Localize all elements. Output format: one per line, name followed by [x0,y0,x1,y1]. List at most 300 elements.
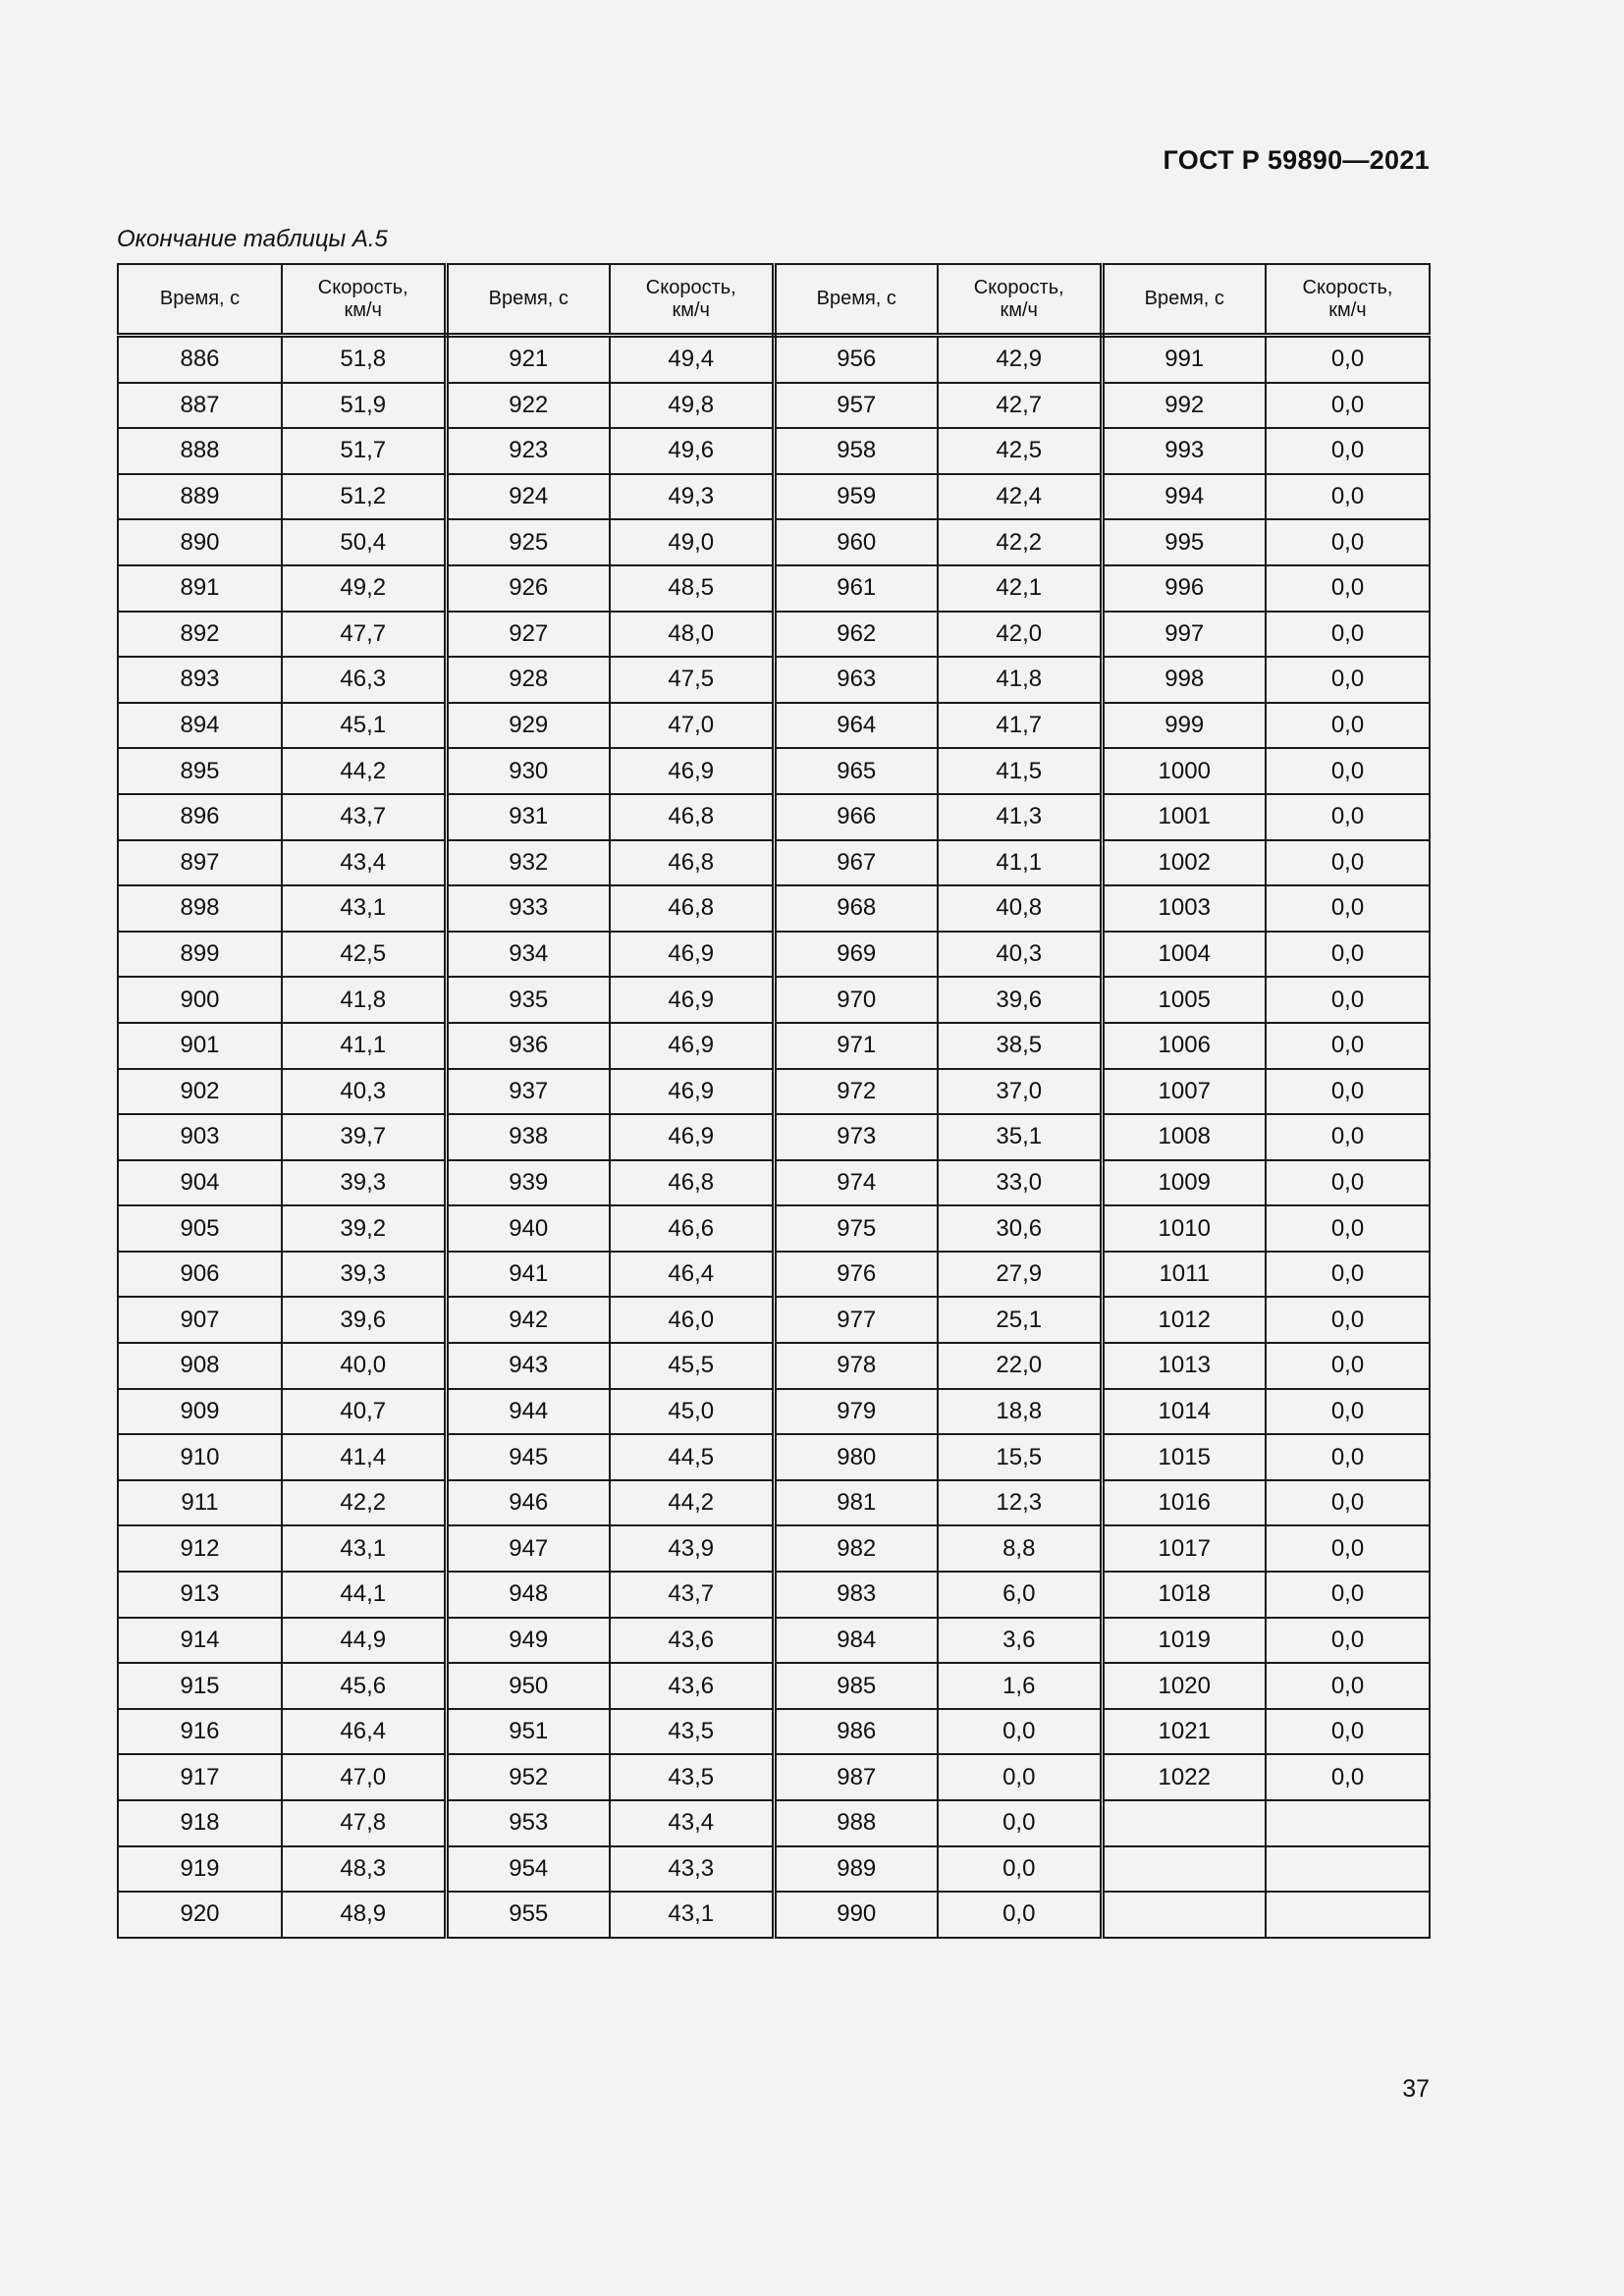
time-cell: 898 [118,885,282,932]
time-cell: 1001 [1102,794,1266,840]
time-cell: 967 [774,840,938,886]
speed-cell: 41,1 [282,1023,446,1069]
speed-cell: 33,0 [938,1160,1102,1206]
time-cell: 944 [446,1389,610,1435]
time-cell: 940 [446,1205,610,1252]
speed-cell: 41,1 [938,840,1102,886]
speed-cell: 46,8 [610,794,774,840]
time-cell: 938 [446,1114,610,1160]
time-cell [1102,1846,1266,1893]
time-cell: 909 [118,1389,282,1435]
speed-cell: 0,0 [1266,1160,1430,1206]
speed-cell: 49,0 [610,519,774,565]
speed-cell: 51,2 [282,474,446,520]
speed-cell: 42,7 [938,383,1102,429]
time-cell: 979 [774,1389,938,1435]
time-cell: 985 [774,1663,938,1709]
speed-cell: 48,0 [610,612,774,658]
table-row [118,703,1430,749]
speed-cell: 50,4 [282,519,446,565]
speed-cell: 0,0 [1266,1434,1430,1480]
speed-cell: 43,6 [610,1618,774,1664]
time-cell: 977 [774,1297,938,1343]
speed-cell: 44,1 [282,1572,446,1618]
speed-cell: 46,0 [610,1297,774,1343]
time-cell: 966 [774,794,938,840]
time-cell: 997 [1102,612,1266,658]
table-row [118,1754,1430,1800]
time-cell: 971 [774,1023,938,1069]
time-cell: 905 [118,1205,282,1252]
speed-cell: 46,8 [610,885,774,932]
speed-cell: 25,1 [938,1297,1102,1343]
speed-cell: 43,7 [610,1572,774,1618]
time-cell: 939 [446,1160,610,1206]
speed-cell: 0,0 [1266,1252,1430,1298]
speed-cell: 0,0 [938,1846,1102,1893]
table-row [118,474,1430,520]
table-row [118,1297,1430,1343]
time-cell: 929 [446,703,610,749]
table-row [118,1023,1430,1069]
time-cell: 974 [774,1160,938,1206]
speed-cell [1266,1846,1430,1893]
speed-cell: 0,0 [1266,474,1430,520]
time-cell: 1020 [1102,1663,1266,1709]
speed-cell: 43,5 [610,1709,774,1755]
time-cell: 1011 [1102,1252,1266,1298]
speed-cell: 0,0 [1266,1709,1430,1755]
time-cell: 976 [774,1252,938,1298]
time-cell: 1007 [1102,1069,1266,1115]
speed-cell: 42,9 [938,336,1102,383]
speed-cell: 39,3 [282,1160,446,1206]
speed-cell: 0,0 [1266,1343,1430,1389]
time-cell: 936 [446,1023,610,1069]
time-cell: 1005 [1102,977,1266,1023]
time-cell: 946 [446,1480,610,1526]
table-row [118,1434,1430,1480]
speed-cell: 42,1 [938,565,1102,612]
time-cell: 992 [1102,383,1266,429]
time-cell: 1012 [1102,1297,1266,1343]
table-row [118,840,1430,886]
speed-cell: 40,0 [282,1343,446,1389]
speed-cell: 35,1 [938,1114,1102,1160]
time-cell: 1016 [1102,1480,1266,1526]
time-cell: 988 [774,1800,938,1846]
time-cell: 945 [446,1434,610,1480]
time-cell: 975 [774,1205,938,1252]
speed-cell: 0,0 [1266,885,1430,932]
time-cell: 886 [118,336,282,383]
speed-cell: 47,5 [610,657,774,703]
speed-cell: 49,3 [610,474,774,520]
time-cell: 942 [446,1297,610,1343]
time-cell: 955 [446,1892,610,1938]
speed-cell: 43,7 [282,794,446,840]
table-row [118,1252,1430,1298]
speed-cell: 41,4 [282,1434,446,1480]
table-row [118,1343,1430,1389]
time-cell: 894 [118,703,282,749]
time-cell: 924 [446,474,610,520]
time-cell: 1014 [1102,1389,1266,1435]
speed-cell: 41,5 [938,748,1102,794]
speed-cell: 0,0 [1266,1114,1430,1160]
time-cell: 951 [446,1709,610,1755]
speed-cell: 43,4 [282,840,446,886]
speed-cell: 46,3 [282,657,446,703]
speed-cell: 41,8 [282,977,446,1023]
speed-cell: 18,8 [938,1389,1102,1435]
speed-cell: 42,4 [938,474,1102,520]
time-cell: 1000 [1102,748,1266,794]
speed-cell: 43,3 [610,1846,774,1893]
time-cell: 933 [446,885,610,932]
speed-cell: 41,8 [938,657,1102,703]
table-row [118,1205,1430,1252]
speed-cell: 8,8 [938,1525,1102,1572]
speed-cell [1266,1892,1430,1938]
speed-cell: 27,9 [938,1252,1102,1298]
time-cell: 927 [446,612,610,658]
speed-cell: 47,0 [610,703,774,749]
speed-cell: 0,0 [938,1800,1102,1846]
column-header-time: Время, с [446,264,610,336]
speed-cell: 0,0 [1266,1023,1430,1069]
speed-cell: 12,3 [938,1480,1102,1526]
time-cell: 1013 [1102,1343,1266,1389]
speed-cell: 51,9 [282,383,446,429]
speed-cell: 41,7 [938,703,1102,749]
speed-time-table [117,263,1431,1939]
time-cell: 990 [774,1892,938,1938]
time-cell: 931 [446,794,610,840]
speed-cell: 0,0 [1266,840,1430,886]
time-cell: 1002 [1102,840,1266,886]
time-cell: 961 [774,565,938,612]
speed-cell: 0,0 [1266,519,1430,565]
time-cell [1102,1800,1266,1846]
table-row [118,794,1430,840]
time-cell: 972 [774,1069,938,1115]
speed-cell: 37,0 [938,1069,1102,1115]
time-cell: 917 [118,1754,282,1800]
time-cell: 907 [118,1297,282,1343]
speed-cell: 46,9 [610,932,774,978]
time-cell: 943 [446,1343,610,1389]
time-cell: 980 [774,1434,938,1480]
time-cell: 891 [118,565,282,612]
speed-cell: 43,1 [610,1892,774,1938]
time-cell: 914 [118,1618,282,1664]
speed-cell: 47,0 [282,1754,446,1800]
speed-cell: 49,4 [610,336,774,383]
time-cell: 920 [118,1892,282,1938]
speed-cell: 43,1 [282,1525,446,1572]
table-row [118,428,1430,474]
speed-cell: 48,3 [282,1846,446,1893]
speed-cell: 45,0 [610,1389,774,1435]
time-cell: 973 [774,1114,938,1160]
speed-cell: 0,0 [1266,1297,1430,1343]
speed-cell: 51,8 [282,336,446,383]
time-cell: 915 [118,1663,282,1709]
time-cell: 901 [118,1023,282,1069]
time-cell: 950 [446,1663,610,1709]
speed-cell: 0,0 [938,1754,1102,1800]
speed-cell: 40,3 [282,1069,446,1115]
speed-cell: 39,2 [282,1205,446,1252]
speed-cell: 40,7 [282,1389,446,1435]
table-row [118,885,1430,932]
time-cell: 902 [118,1069,282,1115]
time-cell: 954 [446,1846,610,1893]
speed-cell: 42,5 [282,932,446,978]
time-cell: 978 [774,1343,938,1389]
time-cell: 1018 [1102,1572,1266,1618]
table-row [118,657,1430,703]
time-cell: 994 [1102,474,1266,520]
table-row [118,383,1430,429]
time-cell: 999 [1102,703,1266,749]
time-cell: 911 [118,1480,282,1526]
table-row [118,1800,1430,1846]
time-cell: 918 [118,1800,282,1846]
speed-cell: 44,9 [282,1618,446,1664]
speed-cell: 49,8 [610,383,774,429]
speed-cell: 3,6 [938,1618,1102,1664]
time-cell: 926 [446,565,610,612]
time-cell: 932 [446,840,610,886]
time-cell: 889 [118,474,282,520]
speed-cell: 6,0 [938,1572,1102,1618]
speed-cell: 0,0 [1266,1663,1430,1709]
speed-cell: 40,8 [938,885,1102,932]
time-cell: 897 [118,840,282,886]
speed-cell: 43,5 [610,1754,774,1800]
speed-cell: 43,4 [610,1800,774,1846]
time-cell: 896 [118,794,282,840]
time-cell: 969 [774,932,938,978]
time-cell: 912 [118,1525,282,1572]
speed-cell: 39,6 [282,1297,446,1343]
time-cell: 959 [774,474,938,520]
speed-cell: 0,0 [1266,1205,1430,1252]
speed-cell: 0,0 [938,1709,1102,1755]
time-cell: 968 [774,885,938,932]
table-row [118,748,1430,794]
speed-cell: 46,9 [610,748,774,794]
time-cell: 888 [118,428,282,474]
time-cell: 910 [118,1434,282,1480]
speed-cell: 46,8 [610,840,774,886]
time-cell: 906 [118,1252,282,1298]
time-cell: 1017 [1102,1525,1266,1572]
time-cell: 937 [446,1069,610,1115]
time-cell: 964 [774,703,938,749]
time-cell: 963 [774,657,938,703]
speed-cell: 51,7 [282,428,446,474]
speed-cell: 47,8 [282,1800,446,1846]
time-cell: 982 [774,1525,938,1572]
speed-cell: 0,0 [1266,657,1430,703]
speed-cell [1266,1800,1430,1846]
time-cell: 949 [446,1618,610,1664]
time-cell: 916 [118,1709,282,1755]
speed-cell: 30,6 [938,1205,1102,1252]
speed-cell: 43,9 [610,1525,774,1572]
speed-cell: 0,0 [1266,703,1430,749]
column-header-speed: Скорость, км/ч [610,264,774,336]
table-row [118,932,1430,978]
speed-cell: 48,5 [610,565,774,612]
time-cell: 962 [774,612,938,658]
table-header-row [118,264,1430,336]
speed-cell: 42,0 [938,612,1102,658]
time-cell: 1021 [1102,1709,1266,1755]
table-row [118,1709,1430,1755]
speed-cell: 47,7 [282,612,446,658]
table-row [118,1663,1430,1709]
speed-cell: 40,3 [938,932,1102,978]
speed-cell: 42,5 [938,428,1102,474]
speed-cell: 42,2 [282,1480,446,1526]
speed-cell: 41,3 [938,794,1102,840]
table-row [118,1618,1430,1664]
speed-cell: 46,9 [610,1069,774,1115]
speed-cell: 1,6 [938,1663,1102,1709]
time-cell: 1015 [1102,1434,1266,1480]
speed-cell: 38,5 [938,1023,1102,1069]
time-cell: 925 [446,519,610,565]
speed-cell: 46,4 [282,1709,446,1755]
speed-cell: 45,6 [282,1663,446,1709]
speed-cell: 46,9 [610,977,774,1023]
speed-cell: 39,3 [282,1252,446,1298]
speed-cell: 0,0 [1266,336,1430,383]
time-cell: 903 [118,1114,282,1160]
column-header-speed: Скорость, км/ч [1266,264,1430,336]
time-cell: 895 [118,748,282,794]
speed-cell: 39,7 [282,1114,446,1160]
speed-cell: 44,2 [282,748,446,794]
table-row [118,1846,1430,1893]
speed-cell: 0,0 [1266,1480,1430,1526]
speed-cell: 0,0 [1266,612,1430,658]
table-row [118,1389,1430,1435]
time-cell: 1006 [1102,1023,1266,1069]
time-cell: 998 [1102,657,1266,703]
time-cell: 953 [446,1800,610,1846]
speed-cell: 0,0 [1266,794,1430,840]
time-cell: 984 [774,1618,938,1664]
time-cell: 904 [118,1160,282,1206]
speed-cell: 0,0 [1266,1754,1430,1800]
column-header-speed: Скорость, км/ч [938,264,1102,336]
speed-cell: 43,1 [282,885,446,932]
time-cell: 1003 [1102,885,1266,932]
speed-cell: 45,1 [282,703,446,749]
time-cell: 983 [774,1572,938,1618]
time-cell: 921 [446,336,610,383]
speed-cell: 46,4 [610,1252,774,1298]
speed-cell: 44,2 [610,1480,774,1526]
table-caption: Окончание таблицы А.5 [117,226,388,252]
speed-cell: 22,0 [938,1343,1102,1389]
time-cell: 900 [118,977,282,1023]
speed-cell: 44,5 [610,1434,774,1480]
time-cell: 970 [774,977,938,1023]
speed-cell: 46,8 [610,1160,774,1206]
time-cell: 928 [446,657,610,703]
time-cell: 986 [774,1709,938,1755]
column-header-time: Время, с [118,264,282,336]
time-cell: 996 [1102,565,1266,612]
time-cell: 899 [118,932,282,978]
time-cell: 935 [446,977,610,1023]
time-cell: 1008 [1102,1114,1266,1160]
speed-cell: 39,6 [938,977,1102,1023]
speed-cell: 0,0 [1266,383,1430,429]
time-cell: 947 [446,1525,610,1572]
speed-cell: 46,9 [610,1114,774,1160]
table-row [118,565,1430,612]
time-cell: 913 [118,1572,282,1618]
time-cell: 930 [446,748,610,794]
time-cell: 1004 [1102,932,1266,978]
speed-cell: 0,0 [1266,1618,1430,1664]
table-row [118,336,1430,383]
time-cell: 981 [774,1480,938,1526]
table-row [118,519,1430,565]
column-header-speed: Скорость, км/ч [282,264,446,336]
time-cell: 960 [774,519,938,565]
document-code: ГОСТ Р 59890—2021 [1163,145,1430,175]
time-cell: 934 [446,932,610,978]
column-header-time: Время, с [774,264,938,336]
time-cell [1102,1892,1266,1938]
table-body [118,336,1430,1938]
time-cell: 890 [118,519,282,565]
speed-cell: 42,2 [938,519,1102,565]
table-row [118,612,1430,658]
speed-cell: 0,0 [1266,977,1430,1023]
time-cell: 923 [446,428,610,474]
time-cell: 958 [774,428,938,474]
time-cell: 919 [118,1846,282,1893]
time-cell: 892 [118,612,282,658]
page-number: 37 [1402,2075,1430,2103]
table-row [118,1572,1430,1618]
speed-cell: 46,6 [610,1205,774,1252]
speed-cell: 45,5 [610,1343,774,1389]
time-cell: 948 [446,1572,610,1618]
table-row [118,1160,1430,1206]
time-cell: 1022 [1102,1754,1266,1800]
speed-cell: 43,6 [610,1663,774,1709]
time-cell: 956 [774,336,938,383]
speed-cell: 0,0 [1266,565,1430,612]
speed-cell: 0,0 [938,1892,1102,1938]
time-cell: 991 [1102,336,1266,383]
time-cell: 965 [774,748,938,794]
time-cell: 887 [118,383,282,429]
time-cell: 952 [446,1754,610,1800]
speed-cell: 49,2 [282,565,446,612]
table-row [118,1114,1430,1160]
